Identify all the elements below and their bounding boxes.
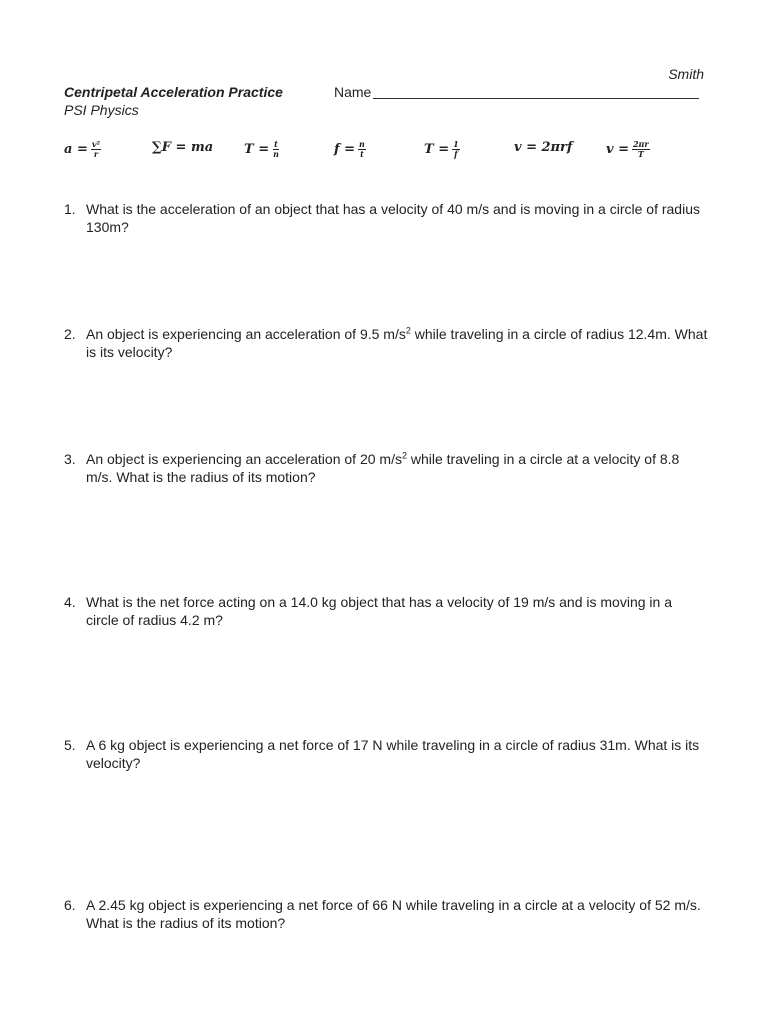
question-5 bbox=[64, 736, 708, 772]
question-number: 6. bbox=[64, 897, 76, 913]
question-text-part: while traveling in a circle of radius 12.4m. What is its velocity? bbox=[86, 326, 708, 360]
question-number: 5. bbox=[64, 737, 76, 753]
question-1 bbox=[64, 200, 708, 236]
question-2 bbox=[64, 325, 708, 361]
question-text-part: A 2.45 kg object is experiencing a net force of 66 N while traveling in a circle at a velocity of 52 m/s. What is the radius of its motion? bbox=[86, 897, 701, 931]
formula-fraction bbox=[272, 140, 280, 159]
question-text bbox=[86, 896, 708, 932]
formula-numerator: t bbox=[274, 139, 278, 149]
formula-fraction bbox=[358, 140, 366, 159]
formula-denominator: T bbox=[637, 149, 644, 159]
formula-fraction bbox=[452, 140, 460, 159]
formula-period-time bbox=[244, 140, 280, 159]
question-text bbox=[86, 593, 708, 629]
formula-denominator: t bbox=[360, 149, 364, 159]
worksheet-title: Centripetal Acceleration Practice bbox=[64, 84, 283, 100]
question-number: 2. bbox=[64, 326, 76, 342]
question-number: 4. bbox=[64, 594, 76, 610]
question-text bbox=[86, 736, 708, 772]
formula-net-force bbox=[152, 140, 213, 155]
formula-numerator: v² bbox=[91, 139, 100, 149]
question-4 bbox=[64, 593, 708, 629]
question-text-part: An object is experiencing an acceleration of 9.5 m/s bbox=[86, 326, 406, 342]
formula-period-frequency bbox=[424, 140, 460, 159]
formula-lhs: v = 2πrf bbox=[514, 140, 573, 155]
superscript: 2 bbox=[401, 450, 407, 461]
question-text-part: while traveling in a circle at a velocity of 8.8 m/s. What is the radius of its motion? bbox=[86, 451, 680, 485]
formula-lhs: ∑F = ma bbox=[152, 140, 214, 155]
formula-numerator: 2πr bbox=[632, 139, 649, 149]
formula-lhs: f = bbox=[334, 142, 356, 157]
author-name: Smith bbox=[668, 66, 704, 82]
formula-denominator: r bbox=[93, 149, 99, 159]
formula-denominator: n bbox=[273, 149, 279, 159]
question-text-part: An object is experiencing an acceleration of 20 m/s bbox=[86, 451, 402, 467]
question-text-part: A 6 kg object is experiencing a net force of 17 N while traveling in a circle of radius 31m. What is its velocity? bbox=[86, 737, 700, 771]
formula-fraction bbox=[632, 140, 650, 159]
question-text-part: What is the net force acting on a 14.0 kg object that has a velocity of 19 m/s and is moving in a circle of radius 4.2 m? bbox=[86, 594, 672, 628]
formula-denominator: f bbox=[454, 149, 458, 159]
formula-centripetal-acceleration bbox=[64, 140, 101, 159]
name-label: Name bbox=[334, 84, 372, 100]
formula-velocity-period bbox=[606, 140, 650, 159]
formula-lhs: v = bbox=[606, 142, 629, 157]
question-number: 1. bbox=[64, 201, 76, 217]
formula-frequency bbox=[334, 140, 366, 159]
formula-velocity-frequency bbox=[514, 140, 573, 155]
name-blank-line bbox=[373, 98, 699, 99]
question-text bbox=[86, 325, 708, 361]
formula-fraction bbox=[91, 140, 101, 159]
superscript: 2 bbox=[405, 325, 411, 336]
formula-lhs: a = bbox=[64, 142, 88, 157]
question-3 bbox=[64, 450, 708, 486]
question-text bbox=[86, 450, 708, 486]
question-6 bbox=[64, 896, 708, 932]
formula-numerator: 1 bbox=[453, 139, 459, 149]
formula-lhs: T = bbox=[244, 142, 270, 157]
question-text bbox=[86, 200, 708, 236]
question-text-part: What is the acceleration of an object that has a velocity of 40 m/s and is moving in a circle of radius 130m? bbox=[86, 201, 700, 235]
formula-numerator: n bbox=[359, 139, 365, 149]
formula-lhs: T = bbox=[424, 142, 450, 157]
course-subtitle: PSI Physics bbox=[64, 102, 139, 118]
question-number: 3. bbox=[64, 451, 76, 467]
